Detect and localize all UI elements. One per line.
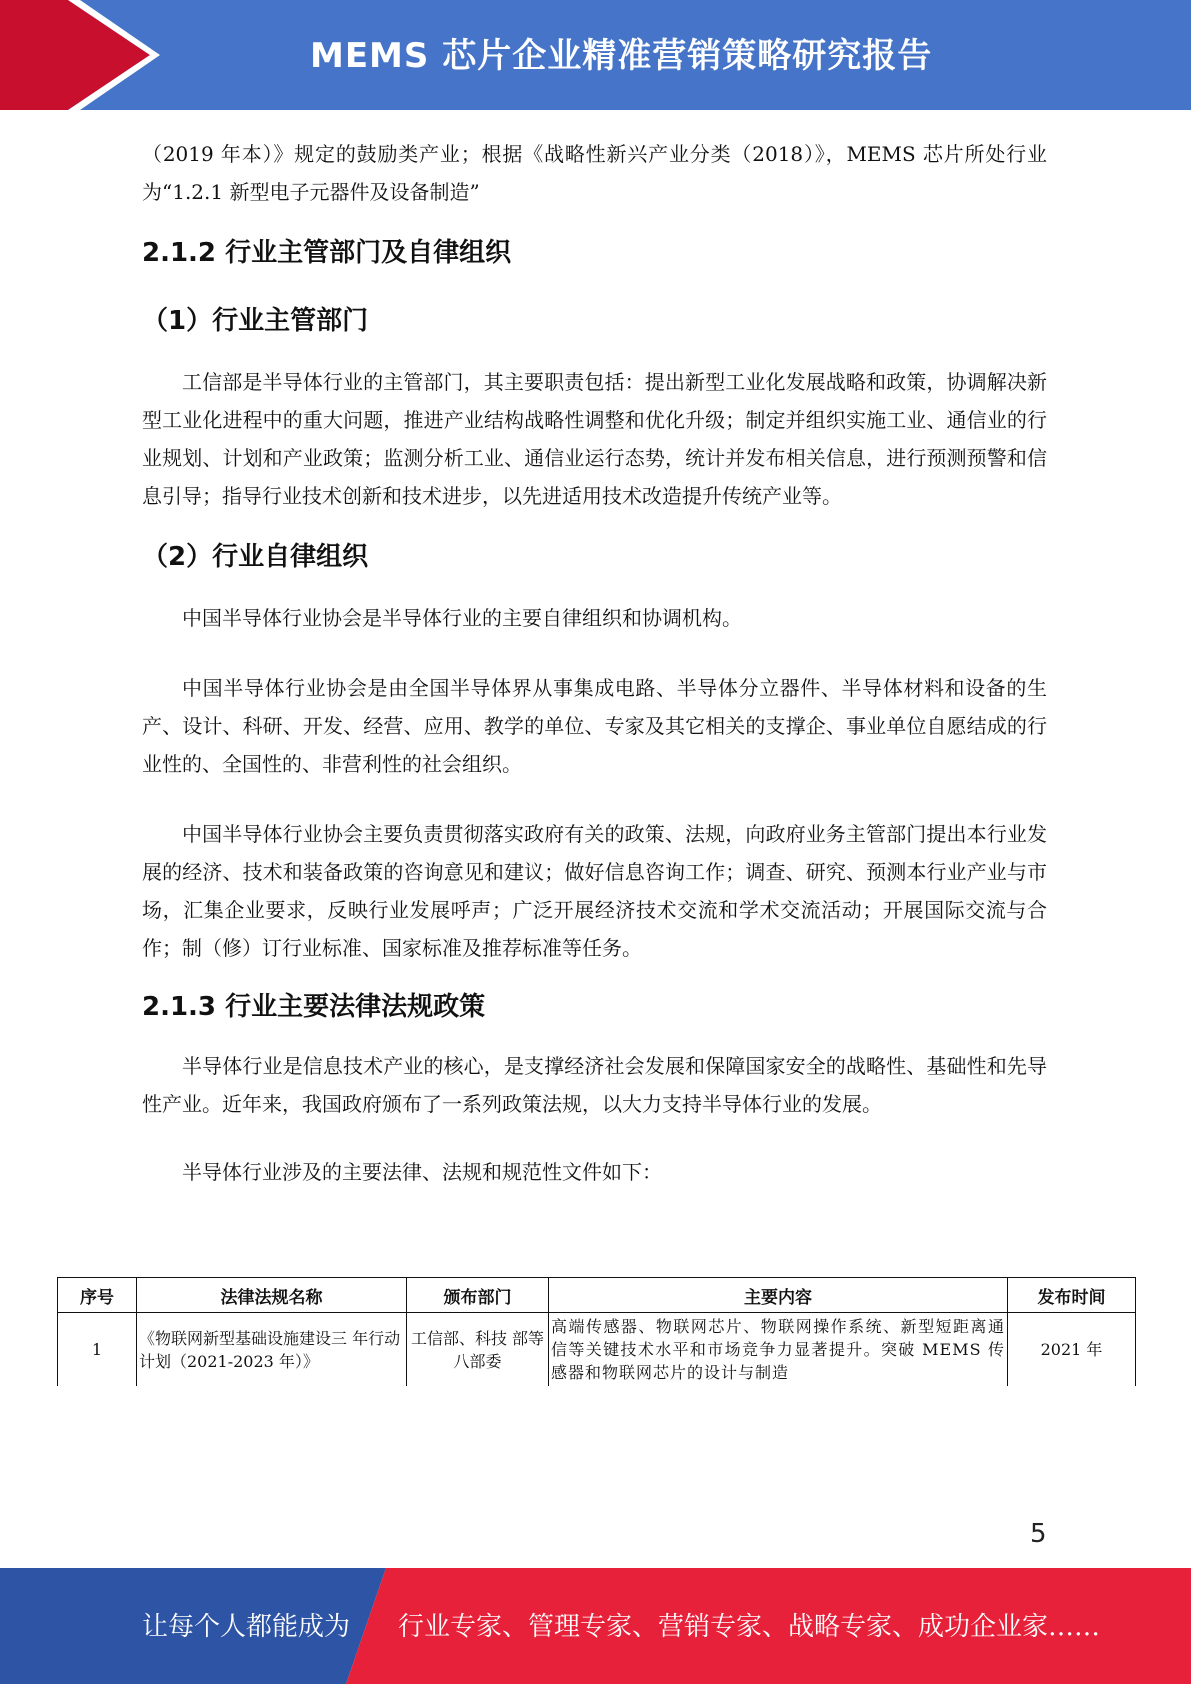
footer-slogan-left: 让每个人都能成为 <box>142 1612 351 1642</box>
paragraph-miit-duties: 工信部是半导体行业的主管部门，其主要职责包括：提出新型工业化发展战略和政策，协调解决新型工业化进程中的重大问题，推进产业结构战略性调整和优化升级；制定并组织实施工业、通信业的行业规划、计划和产业政策；监测分析工业、通信业运行态势，统计并发布相关信息，进行预测预警和信息引导；指导行业技术创新和技术进步，以先进适用技术改造提升传统产业等。 <box>142 370 1047 508</box>
paragraph-table-intro: 半导体行业涉及的主要法律、法规和规范性文件如下： <box>182 1160 662 1184</box>
cell-name: 《物联网新型基础设施建设三 年行动计划（2021-2023 年）》 <box>137 1313 407 1387</box>
page-number: 5 <box>1030 1519 1047 1549</box>
footer-slogan-right: 行业专家、管理专家、营销专家、战略专家、成功企业家…… <box>398 1612 1101 1642</box>
main-content <box>142 135 1047 1191</box>
paragraph-semiconductor-core: 半导体行业是信息技术产业的核心，是支撑经济社会发展和保障国家安全的战略性、基础性和先导性产业。近年来，我国政府颁布了一系列政策法规，以大力支持半导体行业的发展。 <box>142 1054 1047 1116</box>
paragraph-csia-composition: 中国半导体行业协会是由全国半导体界从事集成电路、半导体分立器件、半导体材料和设备的生产、设计、科研、开发、经营、应用、教学的单位、专家及其它相关的支撑企、事业单位自愿结成的行业性的、全国性的、非营利性的社会组织。 <box>142 676 1047 776</box>
regulations-table-container <box>57 1277 1135 1386</box>
intro-paragraph: （2019 年本）》规定的鼓励类产业；根据《战略性新兴产业分类（2018）》，MEMS 芯片所处行业为“1.2.1 新型电子元器件及设备制造” <box>142 142 1047 204</box>
table-header-row <box>58 1278 1136 1313</box>
regulations-table <box>57 1277 1136 1386</box>
report-title: MEMS 芯片企业精准营销策略研究报告 <box>310 36 933 76</box>
page-header <box>0 0 1191 110</box>
column-header-date: 发布时间 <box>1008 1278 1136 1313</box>
page-footer <box>0 1568 1191 1684</box>
column-header-no: 序号 <box>58 1278 137 1313</box>
paragraph-csia-responsibilities: 中国半导体行业协会主要负责贯彻落实政府有关的政策、法规，向政府业务主管部门提出本行业发展的经济、技术和装备政策的咨询意见和建议；做好信息咨询工作；调查、研究、预测本行业产业与市场，汇集企业要求，反映行业发展呼声；广泛开展经济技术交流和学术交流活动；开展国际交流与合作；制（修）订行业标准、国家标准及推荐标准等任务。 <box>142 822 1047 960</box>
subheading-self-regulatory-org: （2）行业自律组织 <box>142 542 369 572</box>
paragraph-csia-intro: 中国半导体行业协会是半导体行业的主要自律组织和协调机构。 <box>182 606 742 630</box>
section-heading-2-1-3: 2.1.3 行业主要法律法规政策 <box>142 992 486 1022</box>
cell-no: 1 <box>58 1313 137 1387</box>
cell-content: 高端传感器、物联网芯片、物联网操作系统、新型短距离通信等关键技术水平和市场竞争力显著提升。突破 MEMS 传感器和物联网芯片的设计与制造 <box>549 1313 1008 1387</box>
table-row <box>58 1313 1136 1387</box>
column-header-content: 主要内容 <box>549 1278 1008 1313</box>
section-heading-2-1-2: 2.1.2 行业主管部门及自律组织 <box>142 238 512 268</box>
column-header-dept: 颁布部门 <box>407 1278 549 1313</box>
column-header-name: 法律法规名称 <box>137 1278 407 1313</box>
cell-dept: 工信部、科技 部等八部委 <box>407 1313 549 1387</box>
cell-date: 2021 年 <box>1008 1313 1136 1387</box>
subheading-industry-authority: （1）行业主管部门 <box>142 306 369 336</box>
